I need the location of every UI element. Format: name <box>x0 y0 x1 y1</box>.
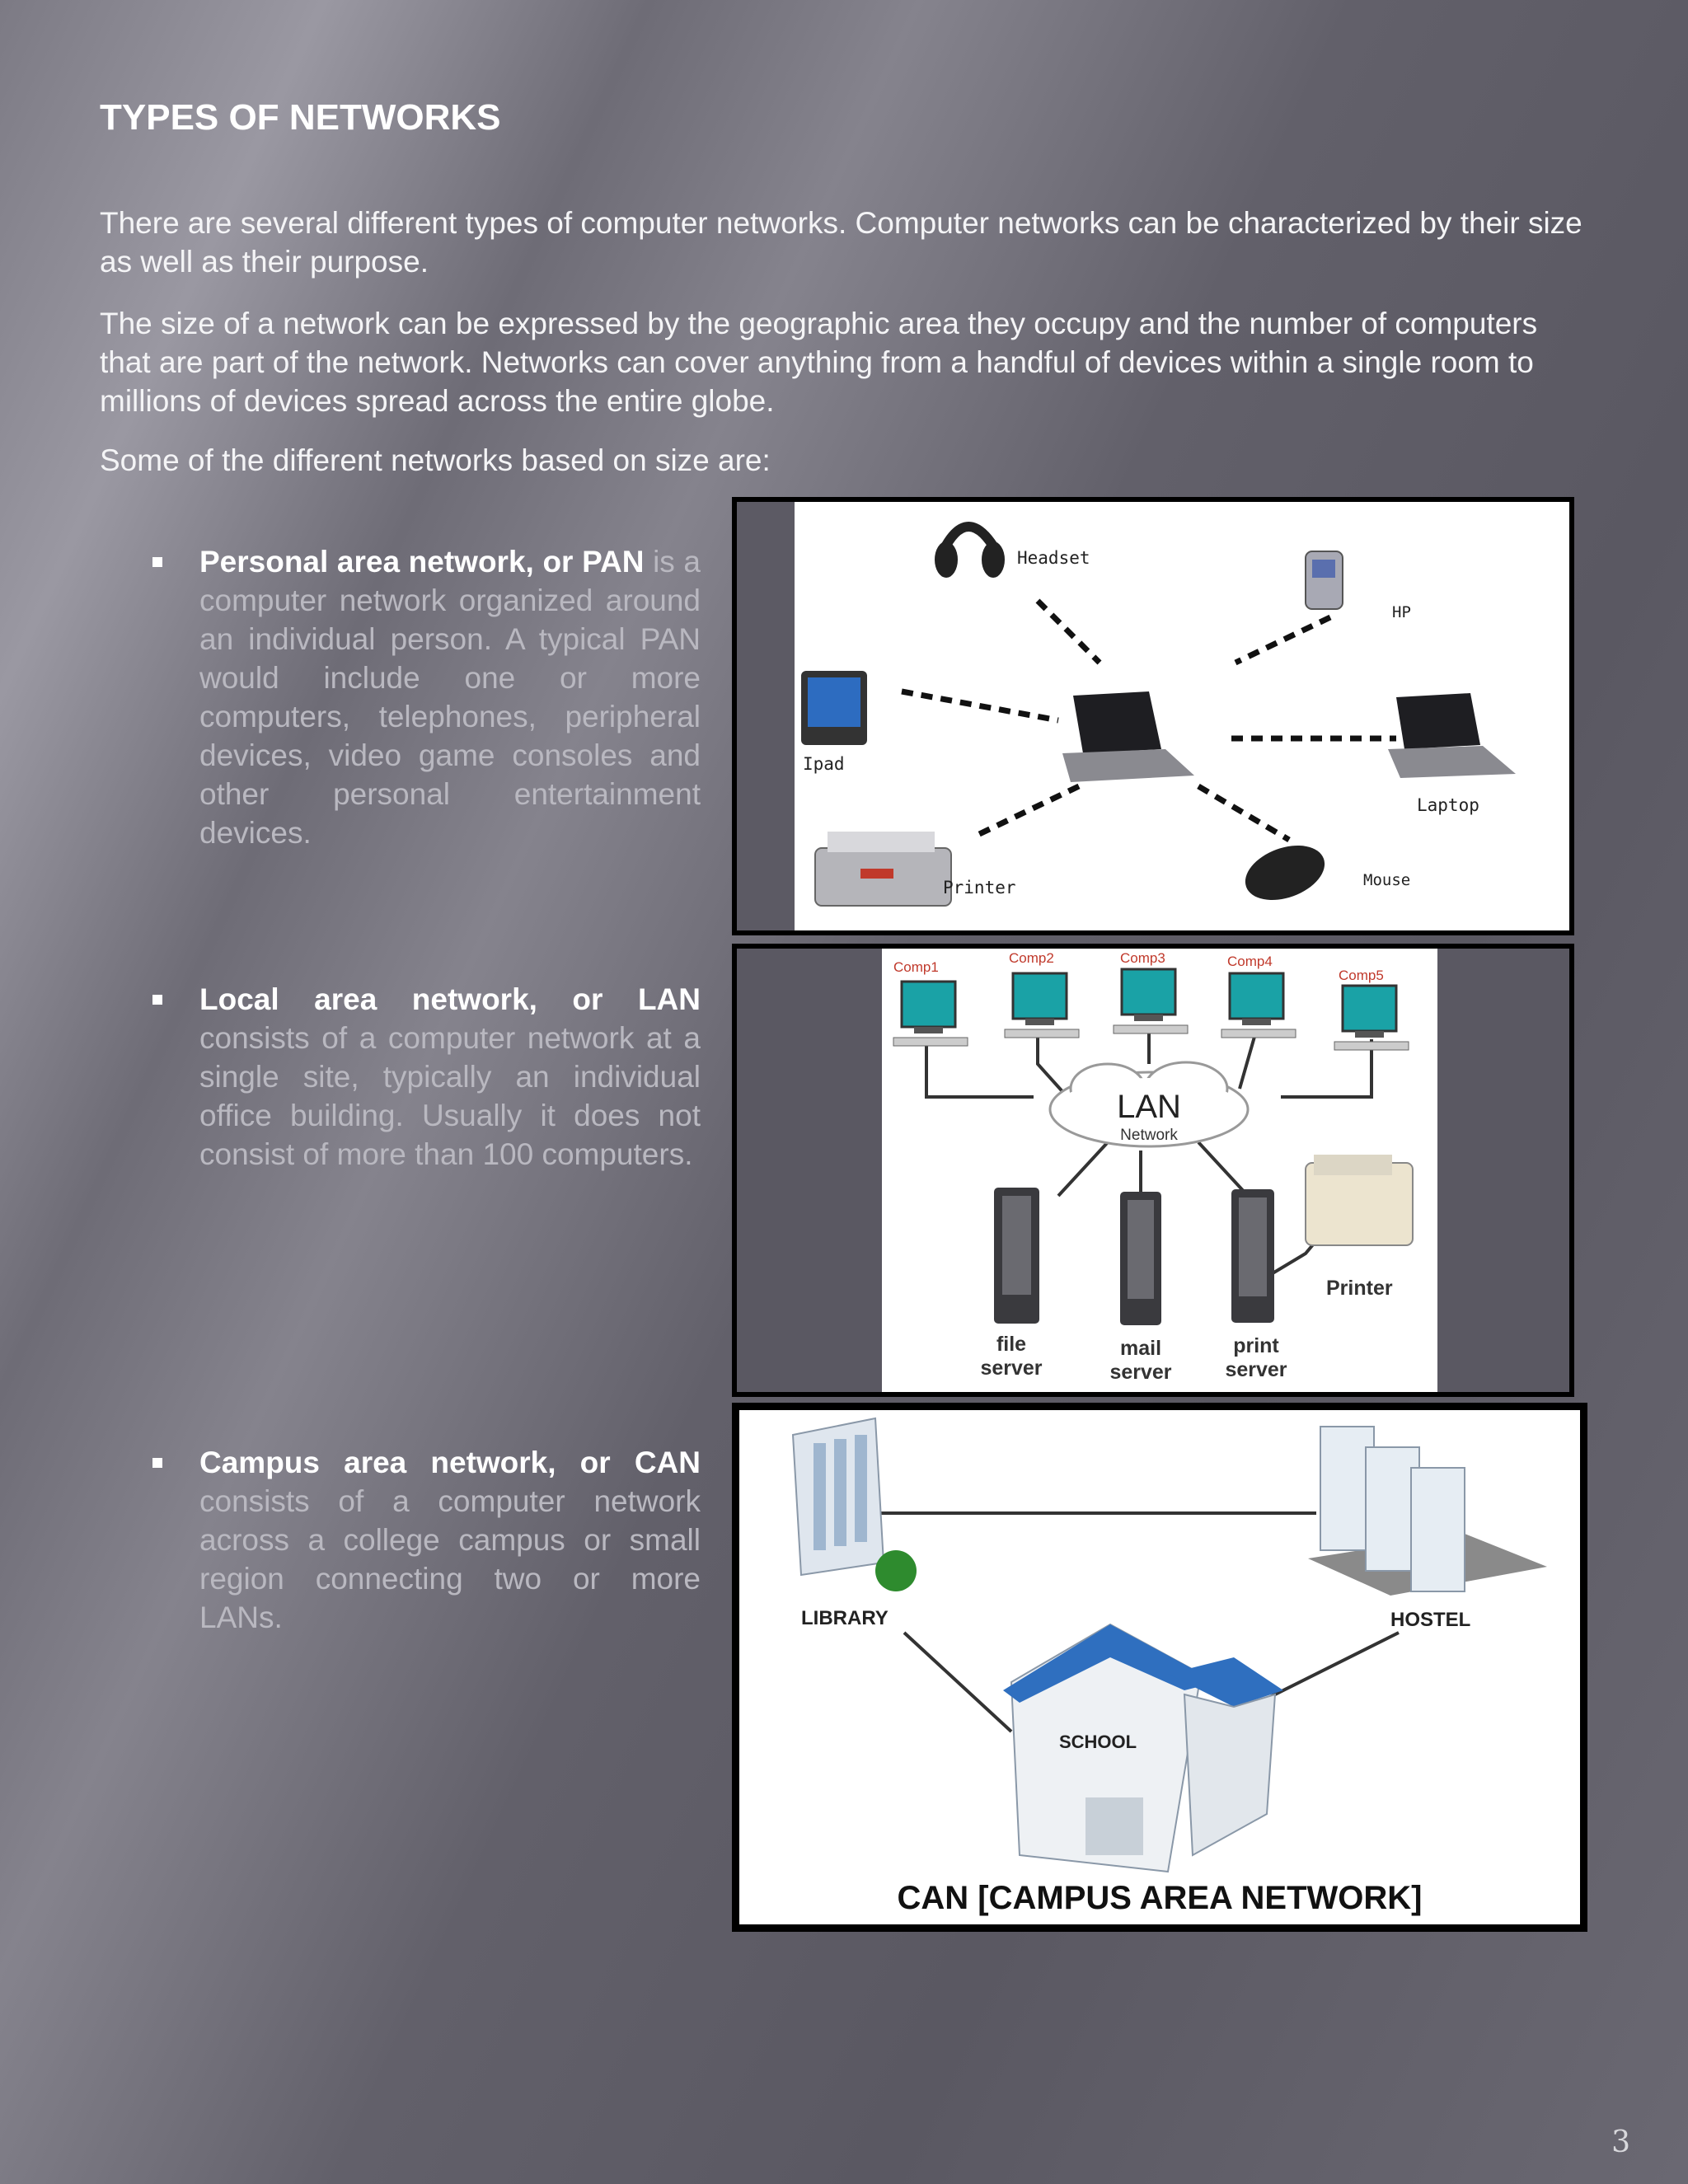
bullet-lan-term: Local area network, or LAN <box>199 982 701 1016</box>
lan-comp-label: Comp5 <box>1339 968 1384 983</box>
page-title: TYPES OF NETWORKS <box>100 97 501 138</box>
bullet-can-description: consists of a computer network across a college campus or small region connecting two or more LANs. <box>199 1484 701 1634</box>
tablet-icon <box>801 671 867 745</box>
pan-label-ipad: Ipad <box>803 754 845 774</box>
lan-server-label: server <box>980 1357 1043 1380</box>
can-hostel-label: HOSTEL <box>1390 1609 1471 1631</box>
pan-label-printer: Printer <box>943 878 1016 898</box>
lan-server-label: file <box>996 1333 1027 1356</box>
bullet-marker <box>152 995 162 1005</box>
lan-server-label: server <box>1109 1361 1172 1384</box>
pan-diagram <box>732 497 1574 935</box>
bullet-marker <box>152 557 162 567</box>
can-diagram <box>732 1403 1587 1932</box>
lan-printer-label: Printer <box>1326 1277 1393 1300</box>
server-tower-icon <box>1231 1189 1274 1323</box>
can-library-label: LIBRARY <box>801 1607 889 1629</box>
lan-comp-label: Comp3 <box>1120 950 1165 966</box>
bullet-can-text <box>199 1443 701 1637</box>
bullet-pan-description: is a computer network organized around an individual person. A typical PAN would include one or more computers, telephones, peripheral devices, video game consoles and other personal entertainment devices. <box>199 545 701 850</box>
intro-paragraph-2: The size of a network can be expressed by the geographic area they occupy and the number of computers that are part of the network. Networks can cover anything from a handful of devices within a single room to millions of devices spread across the entire globe. <box>100 307 1538 418</box>
lan-diagram <box>732 944 1574 1397</box>
can-school-label: SCHOOL <box>1058 1732 1137 1752</box>
bullet-pan-term: Personal area network, or PAN <box>199 545 645 579</box>
flip-phone-icon <box>1306 551 1343 609</box>
printer-icon <box>1306 1155 1413 1245</box>
server-tower-icon <box>1120 1192 1161 1325</box>
lan-cloud-title: LAN <box>1117 1089 1181 1125</box>
lan-server-label: print <box>1233 1334 1279 1357</box>
can-caption: CAN [CAMPUS AREA NETWORK] <box>897 1880 1423 1916</box>
lan-server-label: server <box>1225 1358 1287 1381</box>
bullet-pan-text <box>199 542 701 852</box>
bullet-marker <box>152 1458 162 1468</box>
pan-label-mouse: Mouse <box>1363 871 1411 889</box>
lan-comp-label: Comp4 <box>1227 954 1273 969</box>
intro-paragraph-1: There are several different types of computer networks. Computer networks can be characterized by their size as well as their purpose. <box>100 206 1582 279</box>
lan-comp-label: Comp2 <box>1009 950 1054 966</box>
lan-cloud-subtitle: Network <box>1120 1127 1178 1144</box>
lan-server-label: mail <box>1119 1337 1162 1360</box>
bullet-can-term: Campus area network, or CAN <box>199 1446 701 1479</box>
page-number: 3 <box>1611 2125 1630 2159</box>
pan-label-laptop: Laptop <box>1417 795 1479 815</box>
lan-comp-label: Comp1 <box>893 959 939 975</box>
pan-label-hp: HP <box>1392 603 1411 621</box>
bullet-lan-text <box>199 980 701 1174</box>
pan-label-headset: Headset <box>1017 548 1090 568</box>
printer-icon <box>815 832 951 906</box>
server-tower-icon <box>994 1188 1039 1324</box>
intro-paragraph-3: Some of the different networks based on size are: <box>100 443 771 477</box>
bullet-lan-description: consists of a computer network at a single site, typically an individual office building. Usually it does not consist of more than 100 computers. <box>199 1021 701 1171</box>
